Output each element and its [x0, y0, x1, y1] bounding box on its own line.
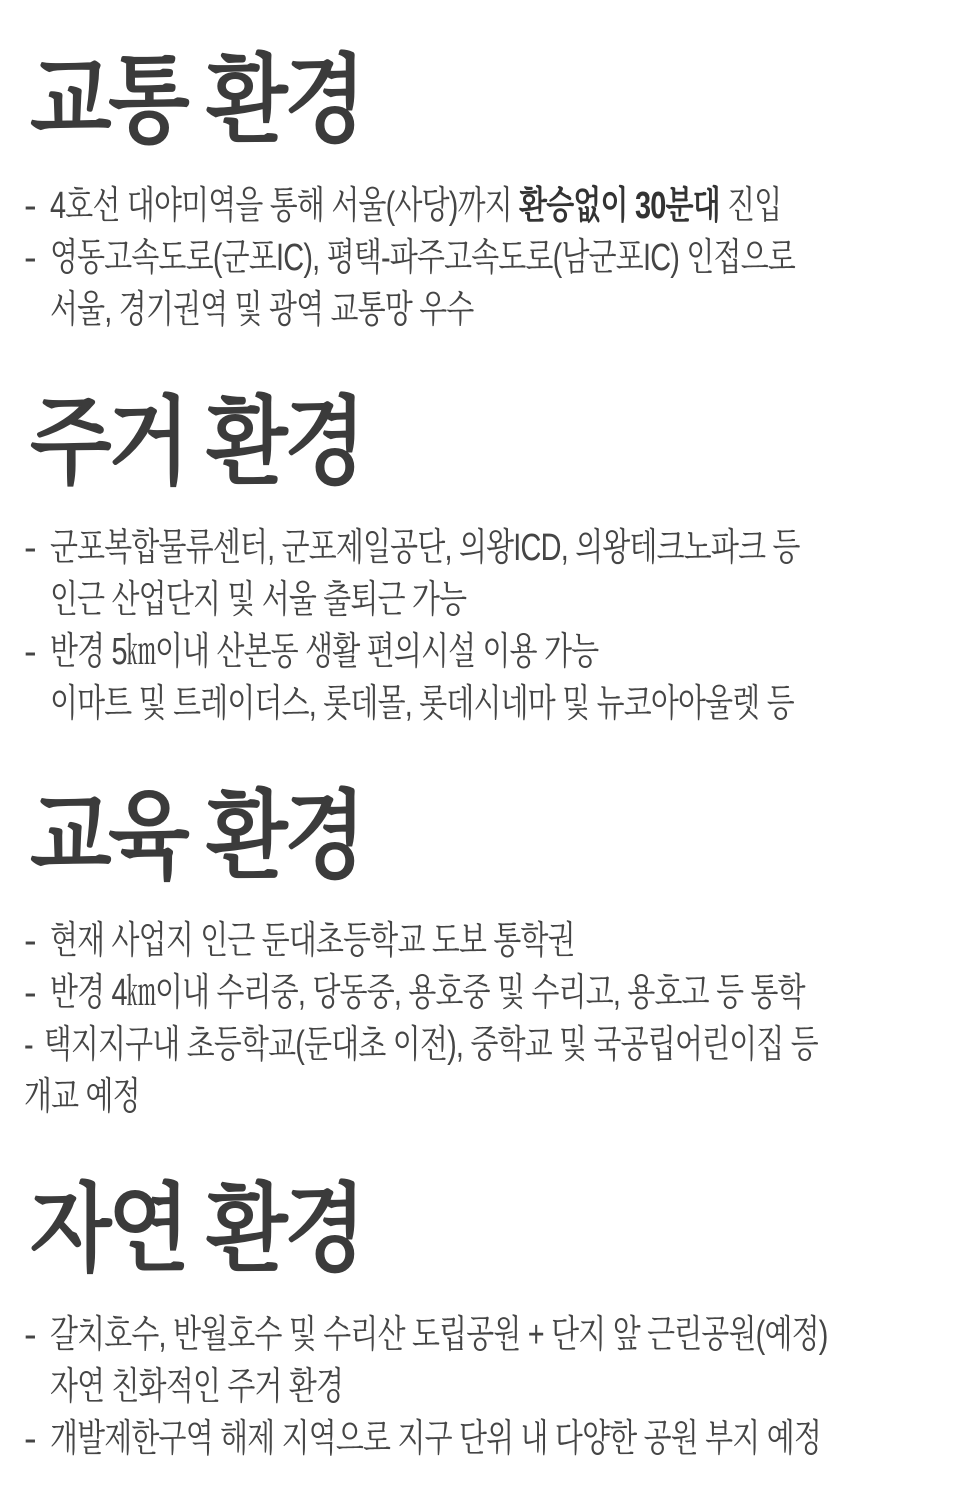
bullet-line — [24, 1019, 966, 1071]
bullet-text — [50, 967, 966, 1019]
section-traffic — [24, 47, 966, 336]
bullet-marker: - — [24, 526, 37, 569]
bullet-line — [50, 180, 966, 232]
bullet-item — [24, 915, 966, 967]
bullet-text — [50, 626, 966, 730]
bullet-text — [50, 522, 966, 626]
section-education — [24, 782, 966, 1124]
section-nature — [24, 1176, 966, 1465]
bullet-marker: - — [24, 1314, 37, 1356]
bullet-marker: - — [24, 630, 37, 673]
bullet-line: 인근 산업단지 및 서울 출퇴근 가능 — [50, 578, 467, 621]
bullet-line: 반경 4㎞이내 수리중, 당동중, 용호중 및 수리고, 용호고 등 통학 — [50, 972, 805, 1015]
bullet-line: 자연 친화적인 주거 환경 — [50, 1366, 344, 1408]
bullet-marker: - — [24, 1024, 33, 1067]
bullet-line: 개교 예정 — [24, 1076, 140, 1119]
emphasis-text: 환승없이 30분대 — [519, 184, 720, 227]
bullet-text — [50, 915, 966, 967]
section-title-nature: 자연 환경 — [30, 1176, 363, 1284]
bullet-line: 서울, 경기권역 및 광역 교통망 우수 — [50, 288, 474, 331]
bullet-line: 갈치호수, 반월호수 및 수리산 도립공원 + 단지 앞 근린공원(예정) — [50, 1314, 828, 1356]
bullet-item — [24, 1309, 966, 1413]
bullet-item — [24, 522, 966, 626]
bullet-line: 영동고속도로(군포IC), 평택-파주고속도로(남군포IC) 인접으로 — [50, 236, 795, 279]
bullet-line: 반경 5㎞이내 산본동 생활 편의시설 이용 가능 — [50, 630, 599, 673]
section-title-traffic: 교통 환경 — [30, 47, 363, 154]
bullet-list-nature — [24, 1309, 966, 1465]
bullet-text — [50, 1413, 966, 1465]
bullet-text — [50, 1309, 966, 1413]
section-title-education: 교육 환경 — [30, 782, 363, 890]
section-title-residential: 주거 환경 — [30, 388, 363, 496]
bullet-list-residential — [24, 522, 966, 730]
bullet-line: 이마트 및 트레이더스, 롯데몰, 롯데시네마 및 뉴코아아울렛 등 — [50, 682, 794, 725]
bullet-marker: - — [24, 1418, 37, 1460]
bullet-segment: 진입 — [719, 184, 782, 227]
bullet-line: 군포복합물류센터, 군포제일공단, 의왕ICD, 의왕테크노파크 등 — [50, 526, 800, 569]
bullet-list-education — [24, 915, 966, 1123]
bullet-item — [24, 1019, 966, 1123]
bullet-line: 개발제한구역 해제 지역으로 지구 단위 내 다양한 공원 부지 예정 — [50, 1418, 821, 1460]
bullet-line: 현재 사업지 인근 둔대초등학교 도보 통학권 — [50, 920, 575, 963]
bullet-marker: - — [24, 920, 37, 963]
bullet-item — [24, 626, 966, 730]
bullet-text — [50, 180, 966, 232]
bullet-item — [24, 1413, 966, 1465]
bullet-text — [50, 232, 966, 336]
bullet-item — [24, 180, 966, 232]
bullet-segment: 택지지구내 초등학교(둔대초 이전), 중학교 및 국공립어린이집 등 — [43, 1024, 818, 1067]
bullet-marker: - — [24, 236, 37, 279]
bullet-segment: 4호선 대야미역을 통해 서울(사당)까지 — [50, 184, 520, 227]
bullet-marker: - — [24, 184, 37, 227]
bullet-item — [24, 967, 966, 1019]
bullet-marker: - — [24, 972, 37, 1015]
section-residential — [24, 388, 966, 730]
bullet-list-traffic — [24, 180, 966, 336]
bullet-item — [24, 232, 966, 336]
